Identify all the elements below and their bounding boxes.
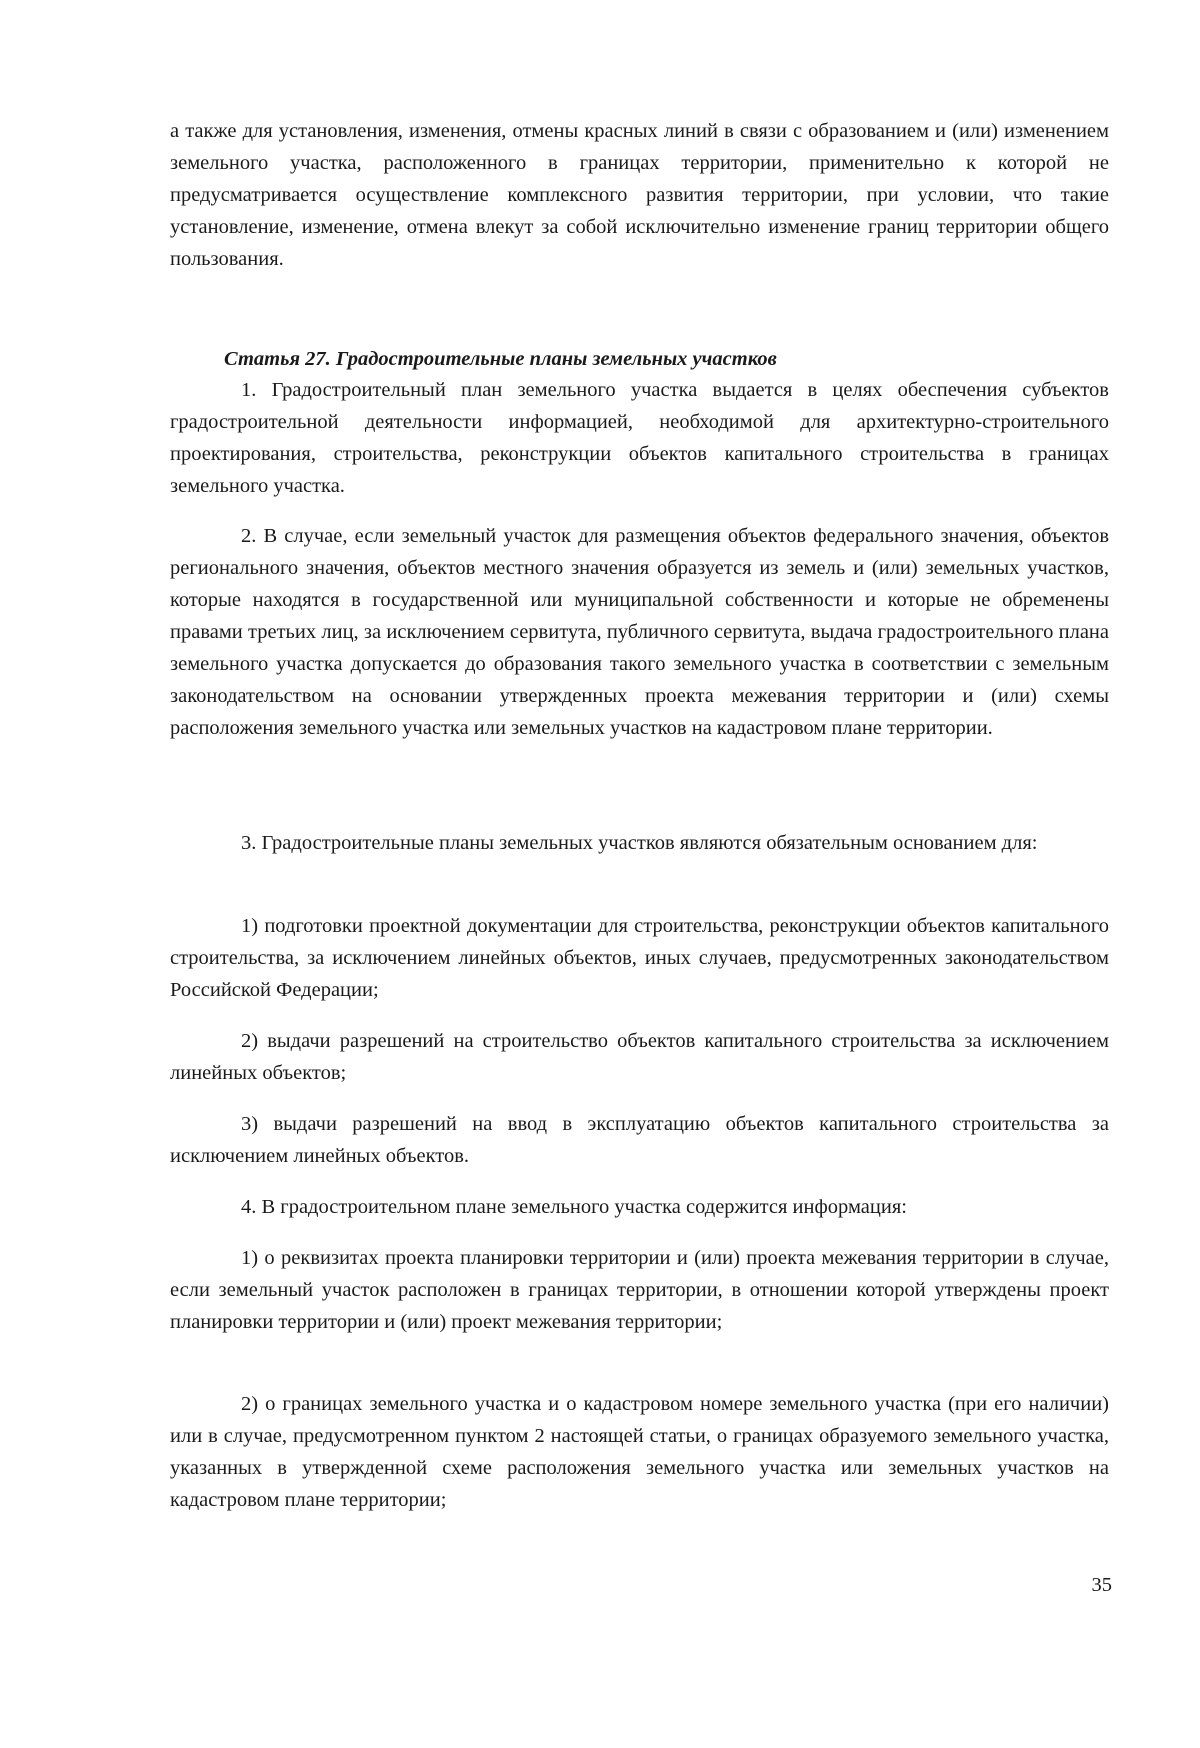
- intro-paragraph: а также для установления, изменения, отмены красных линий в связи с образованием и (или) изменением земельного участка, расположенного в границах территории, применительно к которой не предусматривается осуществление комплексного развития территории, при условии, что такие установление, изменение, отмена влекут за собой исключительно изменение границ территории общего пользования.: [170, 120, 1109, 270]
- paragraph-4-item-2: 2) о границах земельного участка и о кадастровом номере земельного участка (при его наличии) или в случае, предусмотренном пунктом 2 настоящей статьи, о границах образуемого земельного участка, указанных в утвержденной схеме расположения земельного участка или земельных участков на кадастровом плане территории;: [170, 1393, 1109, 1511]
- paragraph-3-item-2: 2) выдачи разрешений на строительство объектов капитального строительства за исключением линейных объектов;: [170, 1030, 1109, 1084]
- article-heading: Статья 27. Градостроительные планы земельных участков: [224, 348, 777, 370]
- paragraph-4: 4. В градостроительном плане земельного участка содержится информация:: [241, 1196, 907, 1218]
- paragraph-3: 3. Градостроительные планы земельных участков являются обязательным основанием для:: [241, 832, 1038, 854]
- paragraph-3-item-1: 1) подготовки проектной документации для строительства, реконструкции объектов капитального строительства, за исключением линейных объектов, иных случаев, предусмотренных законодательством Российской Федерации;: [170, 915, 1109, 1001]
- paragraph-2: 2. В случае, если земельный участок для размещения объектов федерального значения, объектов регионального значения, объектов местного значения образуется из земель и (или) земельных участков, которые находятся в государственной или муниципальной собственности и которые не обременены правами третьих лиц, за исключением сервитута, публичного сервитута, выдача градостроительного плана земельного участка допускается до образования такого земельного участка в соответствии с земельным законодательством на основании утвержденных проекта межевания территории и (или) схемы расположения земельного участка или земельных участков на кадастровом плане территории.: [170, 525, 1109, 739]
- page-number: 35: [1091, 1574, 1112, 1596]
- paragraph-3-item-3: 3) выдачи разрешений на ввод в эксплуатацию объектов капитального строительства за исключением линейных объектов.: [170, 1113, 1109, 1167]
- paragraph-4-item-1: 1) о реквизитах проекта планировки территории и (или) проекта межевания территории в случае, если земельный участок расположен в границах территории, в отношении которой утверждены проект планировки территории и (или) проект межевания территории;: [170, 1247, 1109, 1333]
- paragraph-1: 1. Градостроительный план земельного участка выдается в целях обеспечения субъектов градостроительной деятельности информацией, необходимой для архитектурно-строительного проектирования, строительства, реконструкции объектов капитального строительства в границах земельного участка.: [170, 379, 1109, 497]
